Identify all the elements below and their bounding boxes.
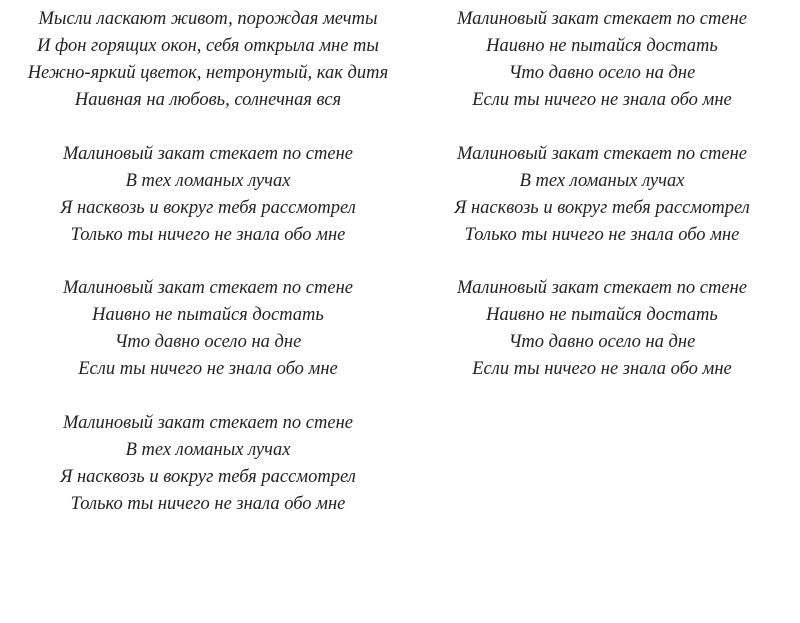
lyric-line: Мысли ласкают живот, порождая мечты [38,9,378,29]
lyrics-left-column [8,6,408,544]
lyric-line: Только ты ничего не знала обо мне [464,224,740,245]
stanza [412,275,792,383]
lyric-line: Наивно не пытайся достать [92,305,324,325]
lyric-line: Наивная на любовь, солнечная вся [74,90,342,110]
lyric-line: Если ты ничего не знала обо мне [78,359,338,379]
lyric-line: Что давно осело на дне [114,332,302,352]
lyric-line: Если ты ничего не знала обо мне [472,90,732,110]
lyrics-right-column [412,6,792,410]
stanza [8,410,408,518]
lyric-line: Если ты ничего не знала обо мне [472,359,732,379]
lyric-line: И фон горящих окон, себя открыла мне ты [37,36,379,56]
lyric-line: Наивно не пытайся достать [486,305,718,325]
stanza [412,141,792,249]
lyric-line: Что давно осело на дне [508,63,696,83]
lyric-line: Только ты ничего не знала обо мне [70,493,346,514]
lyric-line: Малиновый закат стекает по стене [457,143,747,164]
lyric-line: Только ты ничего не знала обо мне [70,224,346,245]
lyric-line: Наивно не пытайся достать [486,36,718,56]
lyric-line: В тех ломаных лучах [125,170,291,191]
lyric-line: Я насквозь и вокруг тебя рассмотрел [60,197,356,218]
lyric-line: Что давно осело на дне [508,332,696,352]
lyric-line: Малиновый закат стекает по стене [63,412,353,433]
lyric-line: Нежно-яркий цветок, нетронутый, как дитя [27,63,389,83]
stanza [8,6,408,114]
stanza [8,141,408,249]
stanza [412,6,792,114]
lyric-line: Малиновый закат стекает по стене [457,9,747,29]
lyric-line: Малиновый закат стекает по стене [63,278,353,298]
lyric-line: Малиновый закат стекает по стене [63,143,353,164]
lyric-line: Малиновый закат стекает по стене [457,278,747,298]
stanza [8,275,408,383]
lyric-line: В тех ломаных лучах [519,170,685,191]
lyric-line: Я насквозь и вокруг тебя рассмотрел [454,197,750,218]
lyric-line: В тех ломаных лучах [125,439,291,460]
lyric-line: Я насквозь и вокруг тебя рассмотрел [60,466,356,487]
